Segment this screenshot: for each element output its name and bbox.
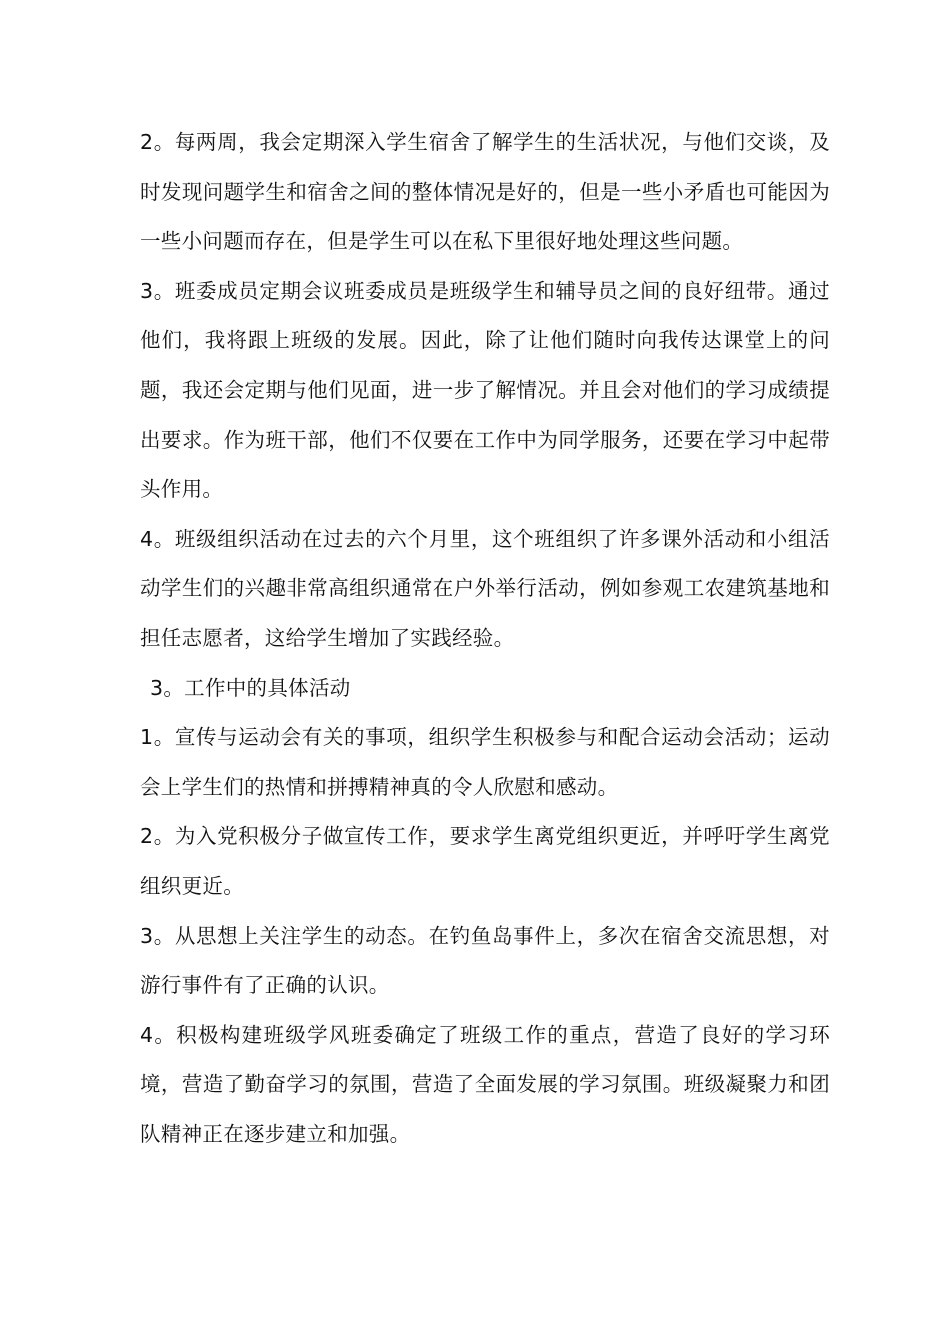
paragraph-sports-meet: 1。宣传与运动会有关的事项，组织学生积极参与和配合运动会活动；运动会上学生们的热情和拼搏精神真的令人欣慰和感动。	[140, 725, 830, 799]
paragraph-class-activities: 4。班级组织活动在过去的六个月里，这个班组织了许多课外活动和小组活动学生们的兴趣非常高组织通常在户外举行活动，例如参观工农建筑基地和担任志愿者，这给学生增加了实践经验。	[140, 526, 830, 650]
section-heading: 3。工作中的具体活动	[150, 675, 351, 700]
paragraph-party-activists: 2。为入党积极分子做宣传工作，要求学生离党组织更近，并呼吁学生离党组织更近。	[140, 824, 830, 898]
paragraph-study-atmosphere: 4。积极构建班级学风班委确定了班级工作的重点，营造了良好的学习环境，营造了勤奋学习的氛围，营造了全面发展的学习氛围。班级凝聚力和团队精神正在逐步建立和加强。	[140, 1022, 830, 1146]
paragraph-dorm-visits: 2。每两周，我会定期深入学生宿舍了解学生的生活状况，与他们交谈，及时发现问题学生和宿舍之间的整体情况是好的，但是一些小矛盾也可能因为一些小问题而存在，但是学生可以在私下里很好地处理这些问题。	[140, 130, 830, 254]
paragraph-student-thoughts: 3。从思想上关注学生的动态。在钓鱼岛事件上，多次在宿舍交流思想，对游行事件有了正确的认识。	[140, 923, 830, 998]
paragraph-class-committee: 3。班委成员定期会议班委成员是班级学生和辅导员之间的良好纽带。通过他们，我将跟上班级的发展。因此，除了让他们随时向我传达课堂上的问题，我还会定期与他们见面，进一步了解情况。并且会对他们的学习成绩提出要求。作为班干部，他们不仅要在工作中为同学服务，还要在学习中起带头作用。	[140, 278, 830, 502]
document-body	[140, 118, 830, 1159]
